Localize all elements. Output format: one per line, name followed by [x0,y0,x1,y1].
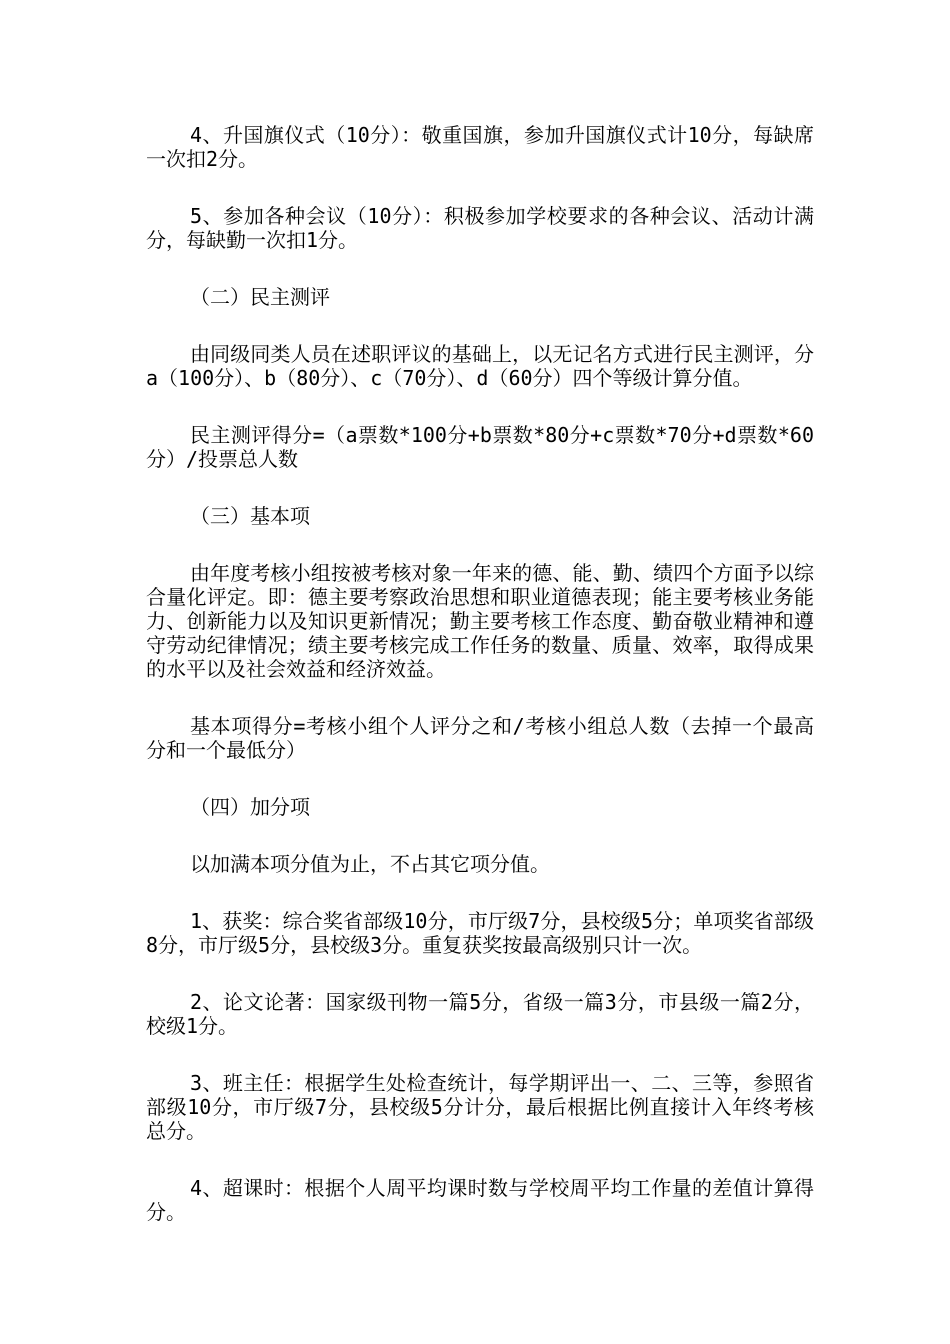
paragraph-awards: 1、获奖：综合奖省部级10分，市厅级7分，县校级5分；单项奖省部级8分，市厅级5分，县校级3分。重复获奖按最高级别只计一次。 [146,909,814,957]
paragraph-democratic-score-formula: 民主测评得分=（a票数*100分+b票数*80分+c票数*70分+d票数*60分）/投票总人数 [146,423,814,471]
section-heading-bonus-items: （四）加分项 [190,795,310,819]
paragraph-basic-items: 由年度考核小组按被考核对象一年来的德、能、勤、绩四个方面予以综合量化评定。即：德主要考察政治思想和职业道德表现；能主要考核业务能力、创新能力以及知识更新情况；勤主要考核工作态度、勤奋敬业精神和遵守劳动纪律情况；绩主要考核完成工作任务的数量、质量、效率，取得成果的水平以及社会效益和经济效益。 [146,561,814,681]
paragraph-extra-hours: 4、超课时：根据个人周平均课时数与学校周平均工作量的差值计算得分。 [146,1176,814,1224]
paragraph-class-teacher: 3、班主任：根据学生处检查统计，每学期评出一、二、三等，参照省部级10分，市厅级7分，县校级5分计分，最后根据比例直接计入年终考核总分。 [146,1071,814,1143]
section-heading-democratic-evaluation: （二）民主测评 [190,285,330,309]
paragraph-bonus-limit: 以加满本项分值为止，不占其它项分值。 [190,852,550,876]
paragraph-flag-ceremony: 4、升国旗仪式（10分）：敬重国旗，参加升国旗仪式计10分，每缺席一次扣2分。 [146,123,814,171]
document-body [146,123,814,1257]
paragraph-papers: 2、论文论著：国家级刊物一篇5分，省级一篇3分，市县级一篇2分，校级1分。 [146,990,814,1038]
paragraph-democratic-evaluation: 由同级同类人员在述职评议的基础上，以无记名方式进行民主测评，分a（100分）、b（80分）、c（70分）、d（60分）四个等级计算分值。 [146,342,814,390]
paragraph-basic-score-formula: 基本项得分=考核小组个人评分之和/考核小组总人数（去掉一个最高分和一个最低分） [146,714,814,762]
section-heading-basic-items: （三）基本项 [190,504,310,528]
paragraph-meetings: 5、参加各种会议（10分）：积极参加学校要求的各种会议、活动计满分，每缺勤一次扣1分。 [146,204,814,252]
